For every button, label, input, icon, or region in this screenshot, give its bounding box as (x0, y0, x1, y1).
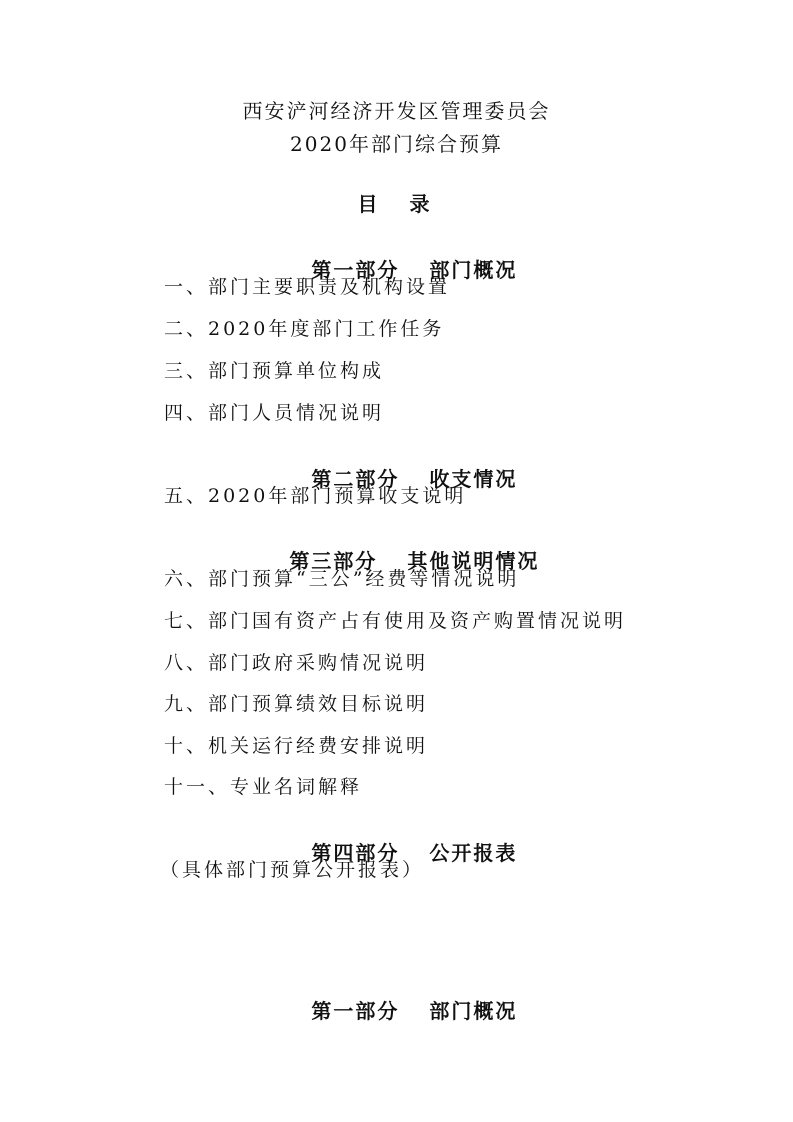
toc-item: （具体部门预算公开报表） (160, 859, 425, 881)
toc-item: 三、部门预算单位构成 (164, 360, 385, 382)
part3-label: 第三部分 (289, 549, 378, 573)
toc-item: 二、2020年度部门工作任务 (164, 318, 445, 340)
toc-item: 五、2020年部门预算收支说明 (164, 485, 467, 507)
body-section-heading (0, 971, 793, 1048)
toc-item: 十一、专业名词解释 (164, 776, 363, 798)
toc-item: 一、部门主要职责及机构设置 (164, 276, 451, 298)
toc-heading: 目 录 (357, 192, 436, 216)
document-title-line2: 2020年部门综合预算 (290, 132, 503, 156)
part4-name: 公开报表 (429, 841, 518, 865)
part2-name: 收支情况 (429, 467, 518, 491)
toc-item: 八、部门政府采购情况说明 (164, 652, 429, 674)
toc-item: 七、部门国有资产占有使用及资产购置情况说明 (164, 610, 627, 632)
part1-name: 部门概况 (429, 258, 518, 282)
body-section-name: 部门概况 (429, 999, 518, 1023)
toc-item: 四、部门人员情况说明 (164, 402, 385, 424)
body-section-label: 第一部分 (311, 999, 400, 1023)
toc-item: 六、部门预算“三公”经费等情况说明 (164, 568, 520, 590)
toc-item: 九、部门预算绩效目标说明 (164, 693, 429, 715)
document-title-line1: 西安浐河经济开发区管理委员会 (242, 99, 551, 123)
part4-label: 第四部分 (311, 841, 400, 865)
toc-item: 十、机关运行经费安排说明 (164, 735, 429, 757)
part1-label: 第一部分 (311, 258, 400, 282)
part2-label: 第二部分 (311, 467, 400, 491)
part3-name: 其他说明情况 (407, 549, 540, 573)
